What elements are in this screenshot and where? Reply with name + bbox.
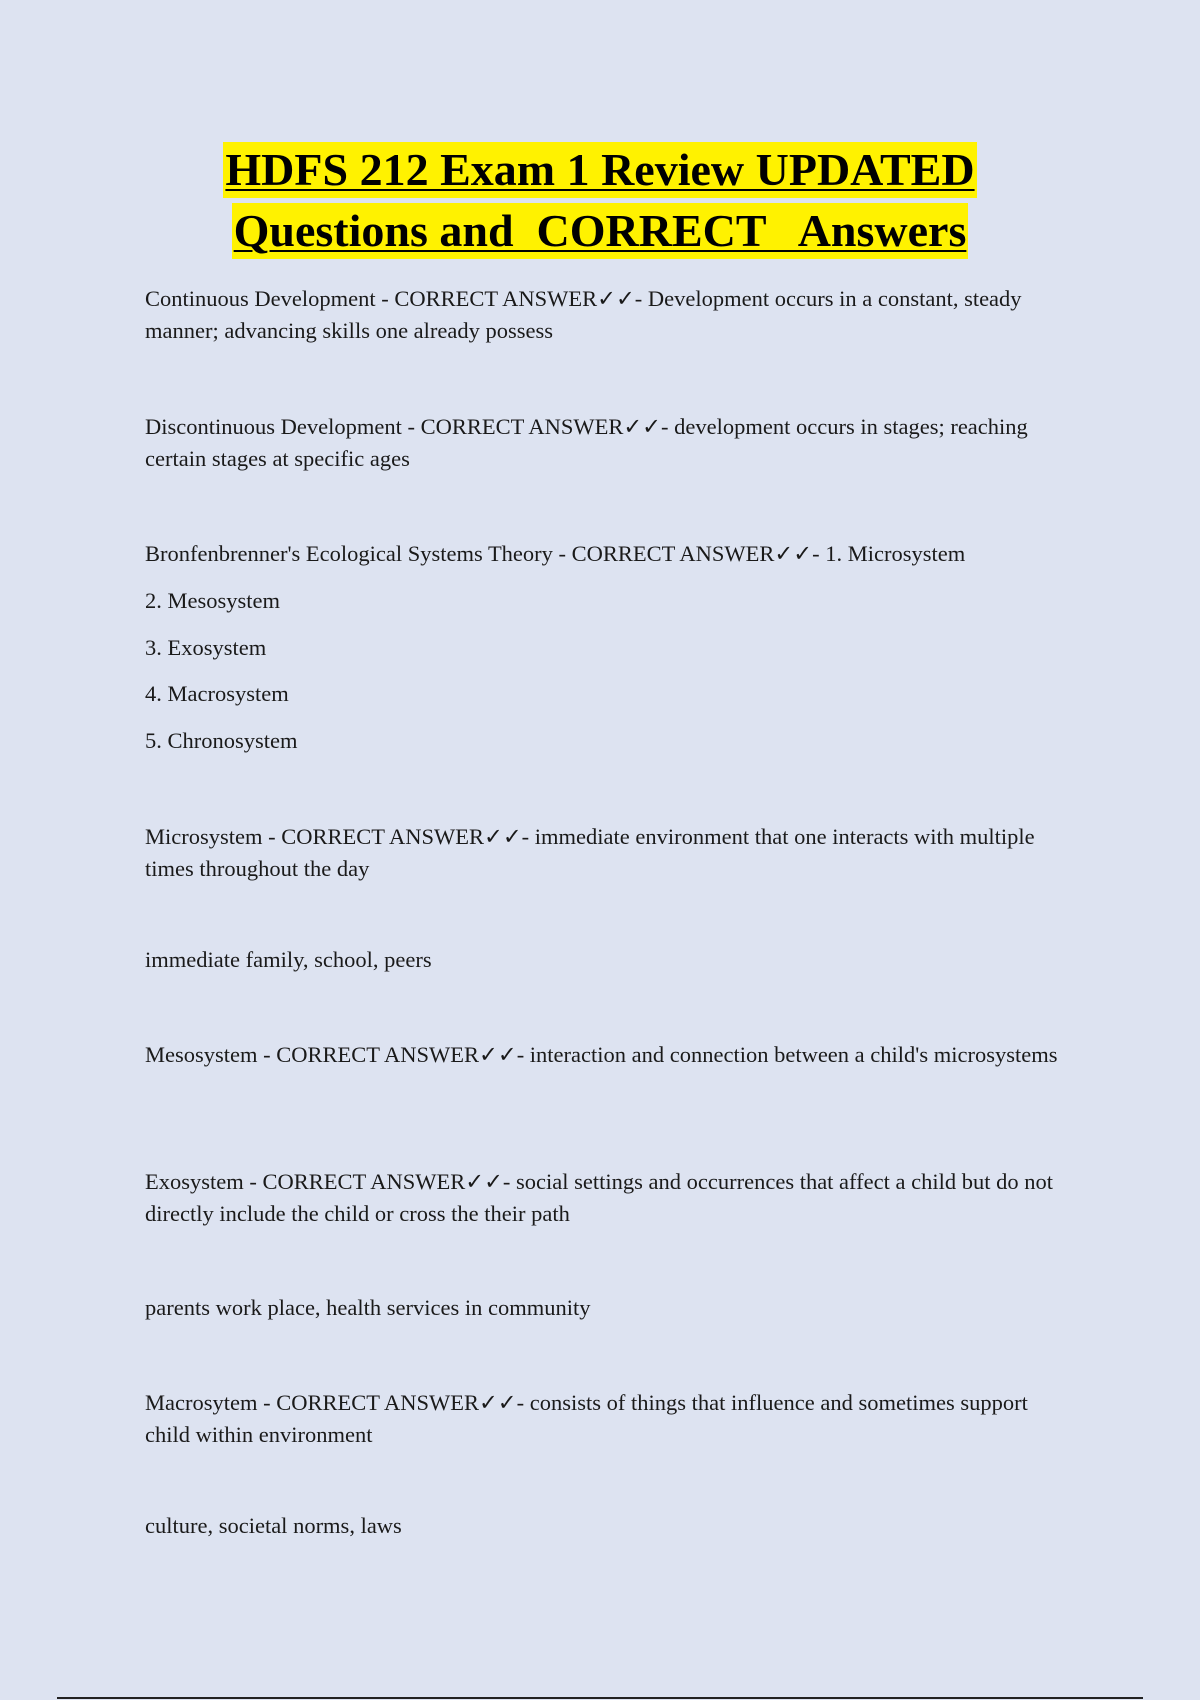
page-bottom-rule — [57, 1697, 1143, 1699]
list-item-macrosystem: 4. Macrosystem — [145, 681, 289, 706]
title-line-1: HDFS 212 Exam 1 Review UPDATED — [223, 142, 976, 198]
example-microsystem: immediate family, school, peers — [145, 947, 432, 972]
document-title — [0, 142, 1200, 264]
entry-continuous-development: Continuous Development - CORRECT ANSWER✓✓- Development occurs in a constant, steady manner; advancing skills one already possess — [145, 286, 1028, 343]
list-item-exosystem: 3. Exosystem — [145, 635, 267, 660]
list-item-mesosystem: 2. Mesosystem — [145, 588, 280, 613]
entry-discontinuous-development: Discontinuous Development - CORRECT ANSWER✓✓- development occurs in stages; reaching certain stages at specific ages — [145, 414, 1034, 471]
title-line-2: Questions and CORRECT Answers — [232, 203, 969, 259]
entry-mesosystem: Mesosystem - CORRECT ANSWER✓✓- interaction and connection between a child's microsystems — [145, 1042, 1058, 1067]
entry-microsystem: Microsystem - CORRECT ANSWER✓✓- immediate environment that one interacts with multiple times throughout the day — [145, 824, 1041, 881]
example-exosystem: parents work place, health services in community — [145, 1295, 591, 1320]
entry-exosystem: Exosystem - CORRECT ANSWER✓✓- social settings and occurrences that affect a child but do not directly include the child or cross the their path — [145, 1169, 1059, 1226]
entry-bronfenbrenner: Bronfenbrenner's Ecological Systems Theory - CORRECT ANSWER✓✓- 1. Microsystem — [145, 541, 966, 566]
list-item-chronosystem: 5. Chronosystem — [145, 728, 298, 753]
entry-macrosystem: Macrosytem - CORRECT ANSWER✓✓- consists of things that influence and sometimes support child within environment — [145, 1390, 1034, 1447]
example-macrosystem: culture, societal norms, laws — [145, 1513, 402, 1538]
